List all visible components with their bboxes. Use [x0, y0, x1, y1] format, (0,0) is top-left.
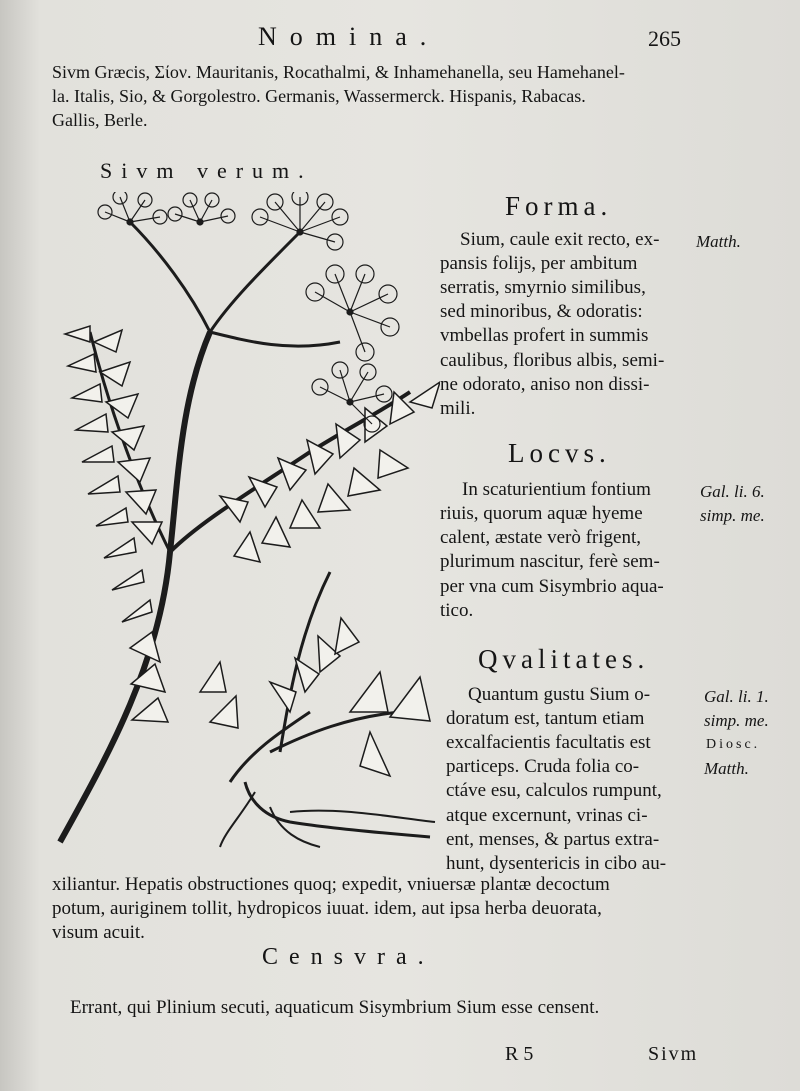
forma-line: ne odorato, aniso non dissi- [440, 374, 650, 395]
qualitates-line: excalfacientis facultatis est [446, 732, 651, 753]
forma-line: vmbellas profert in summis [440, 325, 649, 346]
names-line: Sivm Græcis, Σίον. Mauritanis, Rocathalmi, & Inhamehanella, seu Hamehanel- [52, 62, 625, 82]
censura-text: Errant, qui Plinium secuti, aquaticum Sisymbrium Sium esse censent. [70, 997, 600, 1018]
qualitates-continuation: potum, auriginem tollit, hydropicos iuuat. idem, aut ipsa herba deuorata, [52, 898, 602, 919]
locus-line: per vna cum Sisymbrio aqua- [440, 576, 664, 597]
section-heading-locus: Locvs. [508, 438, 611, 468]
margin-note: Matth. [704, 759, 749, 778]
margin-note: simp. me. [704, 711, 769, 730]
margin-note: Matth. [696, 232, 741, 251]
section-heading-qualitates: Qvalitates. [478, 644, 650, 674]
qualitates-continuation: visum acuit. [52, 922, 145, 943]
signature-mark: R 5 [505, 1043, 534, 1065]
page-number: 265 [648, 26, 681, 51]
margin-note: Gal. li. 6. [700, 482, 765, 501]
running-head: Nomina. [258, 22, 440, 51]
forma-line: pansis folijs, per ambitum [440, 253, 638, 274]
forma-line: Sium, caule exit recto, ex- [460, 229, 660, 250]
qualitates-line: ctáve esu, calculos rumpunt, [446, 780, 662, 801]
locus-line: calent, æstate verò frigent, [440, 527, 642, 548]
margin-note: simp. me. [700, 506, 765, 525]
qualitates-line: particeps. Cruda folia co- [446, 756, 640, 777]
qualitates-continuation: xiliantur. Hepatis obstructiones quoq; expedit, vniuersæ plantæ decoctum [52, 874, 610, 895]
locus-line: plurimum nascitur, ferè sem- [440, 551, 660, 572]
qualitates-line: ent, menses, & partus extra- [446, 829, 660, 850]
qualitates-line: atque excernunt, vrinas ci- [446, 805, 648, 826]
section-heading-censura: Censvra. [262, 944, 435, 970]
forma-line: mili. [440, 398, 476, 419]
locus-line: In scaturientium fontium [462, 479, 651, 500]
forma-line: serratis, smyrnio similibus, [440, 277, 646, 298]
locus-line: tico. [440, 600, 474, 621]
margin-note: Diosc. [706, 737, 761, 752]
qualitates-line: hunt, dysentericis in cibo au- [446, 853, 667, 874]
forma-line: sed minoribus, & odoratis: [440, 301, 643, 322]
qualitates-line: Quantum gustu Sium o- [468, 684, 651, 705]
plant-illustration [50, 192, 440, 857]
plant-title: Sivm verum. [100, 158, 313, 183]
section-heading-forma: Forma. [505, 191, 613, 221]
catchword: Sivm [648, 1043, 699, 1065]
margin-note: Gal. li. 1. [704, 687, 769, 706]
forma-line: caulibus, floribus albis, semi- [440, 350, 665, 371]
names-line: la. Italis, Sio, & Gorgolestro. Germanis, Wassermerck. Hispanis, Rabacas. [52, 86, 586, 106]
locus-line: riuis, quorum aquæ hyeme [440, 503, 643, 524]
qualitates-line: doratum est, tantum etiam [446, 708, 645, 729]
names-line: Gallis, Berle. [52, 110, 148, 130]
